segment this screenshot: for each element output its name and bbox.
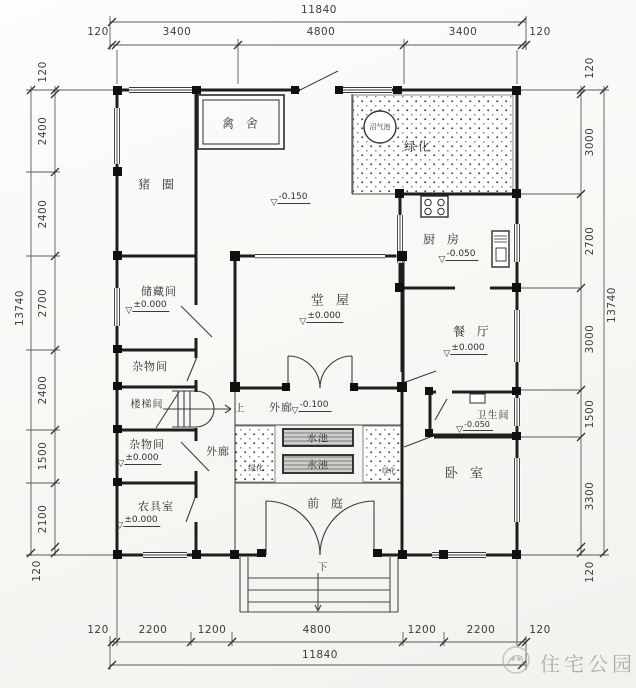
dim-bottom-3: 4800: [302, 624, 332, 636]
stair-symbol: [156, 391, 231, 428]
watermark-logo: [503, 647, 529, 673]
room-label-greenery-left: 绿化: [248, 463, 264, 473]
room-label-storage: 储藏间: [141, 285, 177, 298]
elevation-main-hall: ±0.000 ▽: [306, 311, 343, 323]
dim-left-4: 2400: [37, 375, 49, 405]
room-label-sundry-1: 杂物间: [132, 360, 168, 373]
dim-bottom-2: 1200: [197, 624, 227, 636]
room-label-stairs: 楼梯间: [130, 399, 164, 411]
stair-up-label: 上: [234, 403, 246, 415]
dim-right-6: 120: [584, 561, 596, 583]
dim-right-2: 2700: [584, 226, 596, 256]
dim-right-5: 3300: [584, 481, 596, 511]
dim-left-2: 2400: [37, 199, 49, 229]
room-label-biogas: 沼气池: [369, 123, 391, 131]
elevation-corridor: -0.100 ▽: [298, 400, 331, 412]
elevation-storage: ±0.000 ▽: [132, 300, 169, 312]
room-label-bedroom: 卧 室: [444, 466, 488, 482]
dim-right-4: 1500: [584, 399, 596, 429]
dim-left-1: 2400: [37, 116, 49, 146]
room-label-greenery-top: 绿化: [403, 139, 433, 154]
elevation-farm-tools: ±0.000 ▽: [123, 515, 160, 527]
kitchen-stove: [421, 196, 448, 217]
room-label-pigpen: 猪 圈: [138, 177, 178, 192]
room-label-front-yard: 前 庭: [307, 496, 347, 511]
room-label-poultry: 禽 舍: [222, 116, 262, 131]
dim-top-0: 120: [87, 26, 109, 38]
room-label-sundry-2: 杂物间: [129, 438, 165, 451]
elevation-courtyard: -0.150 ▽: [277, 192, 310, 204]
kitchen-counter: [492, 231, 509, 267]
dim-left-3: 2700: [37, 288, 49, 318]
room-label-kitchen: 厨 房: [423, 232, 463, 247]
greenery-area-top: [353, 95, 513, 194]
room-label-corridor-front: 外廊: [269, 401, 293, 414]
dim-right-3: 3000: [584, 324, 596, 354]
watermark-text: 住宅公园: [540, 652, 636, 676]
dim-bottom-4: 1200: [407, 624, 437, 636]
pool-label-2: 水池: [307, 460, 329, 472]
dim-left-total: 13740: [14, 290, 26, 326]
dim-top-3: 3400: [448, 26, 478, 38]
bathroom-fixture: [470, 394, 485, 403]
dim-bottom-0: 120: [87, 624, 109, 636]
dim-right-total: 13740: [606, 287, 618, 323]
dim-bottom-6: 120: [529, 624, 551, 636]
room-label-corridor-side: 外廊: [206, 445, 230, 458]
pool-label-1: 水池: [307, 433, 329, 445]
dim-top-4: 120: [529, 26, 551, 38]
room-label-bathroom: 卫生间: [476, 410, 510, 422]
room-label-greenery-right: 绿化: [382, 467, 396, 475]
elevation-bathroom: -0.050 ▽: [463, 419, 493, 431]
dim-top-total: 11840: [301, 4, 337, 16]
elevation-dining: ±0.000 ▽: [450, 343, 487, 355]
dim-bottom-1: 2200: [138, 624, 168, 636]
elevation-kitchen: -0.050 ▽: [445, 249, 478, 261]
dim-left-6: 2100: [37, 504, 49, 534]
dim-left-7: 120: [31, 560, 43, 582]
dim-bottom-5: 2200: [466, 624, 496, 636]
greenery-area-left: [235, 426, 275, 482]
dim-left-0: 120: [37, 61, 49, 83]
dim-right-1: 3000: [584, 127, 596, 157]
elevation-sundry-2: ±0.000 ▽: [124, 453, 161, 465]
room-label-farm-tools: 农具室: [138, 500, 174, 513]
entrance-down-label: 下: [317, 562, 329, 574]
dim-bottom-total: 11840: [302, 649, 338, 661]
room-label-main-hall: 堂 屋: [310, 293, 354, 309]
dim-left-5: 1500: [37, 441, 49, 471]
dim-top-1: 3400: [162, 26, 192, 38]
dim-right-0: 120: [584, 57, 596, 79]
room-label-dining: 餐 厅: [453, 324, 493, 339]
dim-top-2: 4800: [306, 26, 336, 38]
